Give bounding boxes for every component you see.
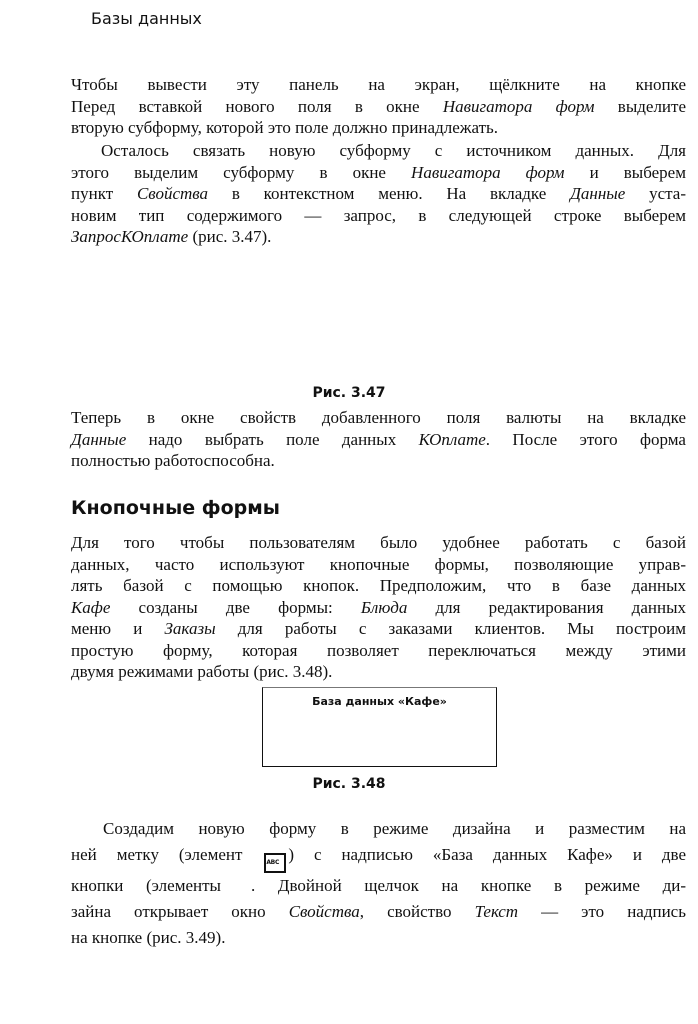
text: ) с надписью «База данных Кафе» и две — [288, 845, 686, 864]
text-line — [71, 640, 686, 662]
text: данных, часто используют кнопочные формы, позволяющие управ- — [71, 554, 686, 574]
text-line — [71, 183, 686, 205]
italic-term: Навигатора форм — [411, 162, 565, 182]
text-line — [71, 661, 686, 683]
text: для редактирования данных — [407, 597, 686, 617]
text: . После этого форма — [485, 429, 686, 449]
text: пункт — [71, 184, 137, 203]
italic-term: Свойства — [136, 184, 209, 203]
paragraph-currency-field — [71, 407, 686, 472]
text: ней метку (элемент — [71, 845, 263, 864]
text: для работы с заказами клиентов. Мы построим — [215, 619, 686, 638]
text-line — [71, 96, 686, 118]
text-line — [71, 925, 686, 951]
text-line — [71, 205, 686, 227]
text-line — [71, 618, 686, 640]
text: выделите — [594, 96, 686, 116]
text: зайна открывает окно — [71, 902, 289, 921]
text: на кнопке (рис. 3.49). — [71, 928, 226, 947]
paragraph-create-form — [71, 816, 686, 951]
figure-3-48-form-preview — [262, 687, 497, 767]
text-line — [71, 899, 686, 925]
text: новим тип содержимого — запрос, в следующей строке выберем — [71, 205, 686, 225]
text: и выберем — [564, 162, 686, 182]
label-control-icon: ABC — [264, 853, 286, 873]
italic-term: Свойства — [288, 902, 360, 921]
text: двумя режимами работы (рис. 3.48). — [71, 662, 333, 681]
text-line — [71, 162, 686, 184]
figure-caption-3-47: Рис. 3.47 — [312, 385, 386, 401]
text-line — [71, 842, 686, 873]
text-line — [71, 407, 686, 429]
paragraph-panel-intro — [71, 74, 686, 139]
text-line — [71, 554, 686, 576]
text: лять базой с помощью кнопок. Предположим, что в базе данных — [71, 576, 686, 595]
text-line — [71, 450, 686, 472]
text: в контекстном меню. На вкладке — [208, 184, 571, 203]
text: вторую субформу, которой это поле должно принадлежать. — [71, 118, 499, 137]
form-label-cafe-database: База данных «Кафе» — [312, 695, 447, 708]
paragraph-button-forms — [71, 532, 686, 683]
italic-term: Блюда — [360, 597, 408, 617]
text: Для того чтобы пользователям было удобнее работать с базой — [71, 533, 686, 552]
text-line — [71, 117, 686, 139]
text-line — [71, 532, 686, 554]
text: полностью работоспособна. — [71, 451, 275, 470]
text: Чтобы вывести эту панель на экран, щёлкните на кнопке — [71, 75, 686, 94]
text: созданы две формы: — [110, 597, 361, 617]
section-heading: Кнопочные формы — [71, 497, 280, 519]
paragraph-link-subform — [71, 140, 686, 248]
text-line — [71, 816, 686, 842]
text: — это надпись — [518, 902, 686, 921]
running-header: Базы данных — [91, 9, 202, 28]
text-line — [71, 597, 686, 619]
italic-term: Данные — [71, 429, 127, 449]
figure-caption-3-48: Рис. 3.48 — [312, 776, 386, 792]
italic-term: Заказы — [164, 619, 216, 638]
text-line — [71, 429, 686, 451]
text-line — [71, 575, 686, 597]
italic-term: КОплате — [418, 429, 486, 449]
text: , свойство — [359, 902, 475, 921]
text: меню и — [71, 619, 165, 638]
text: простую форму, которая позволяет переключаться между этими — [71, 640, 686, 660]
text-line — [71, 74, 686, 96]
text: . Двойной щелчок на кнопке в режиме ди- — [250, 876, 686, 895]
text: этого выделим субформу в окне — [71, 162, 412, 182]
text-line — [71, 140, 686, 162]
italic-term: ЗапросКОплате — [71, 227, 189, 246]
italic-term: Данные — [570, 184, 626, 203]
italic-term: Текст — [474, 902, 519, 921]
text: Перед вставкой нового поля в окне — [71, 96, 443, 116]
text: кнопки (элементы — [71, 876, 221, 895]
text: Осталось связать новую субформу с источником данных. Для — [101, 141, 686, 160]
text: надо выбрать поле данных — [126, 429, 419, 449]
text-line — [71, 226, 686, 248]
italic-term: Навигатора форм — [442, 96, 595, 116]
text: уста- — [625, 184, 687, 203]
text: Создадим новую форму в режиме дизайна и разместим на — [103, 819, 686, 838]
text: Теперь в окне свойств добавленного поля валюты на вкладке — [71, 408, 686, 427]
text-line — [71, 873, 686, 899]
text: (рис. 3.47). — [188, 227, 272, 246]
italic-term: Кафе — [71, 597, 111, 617]
